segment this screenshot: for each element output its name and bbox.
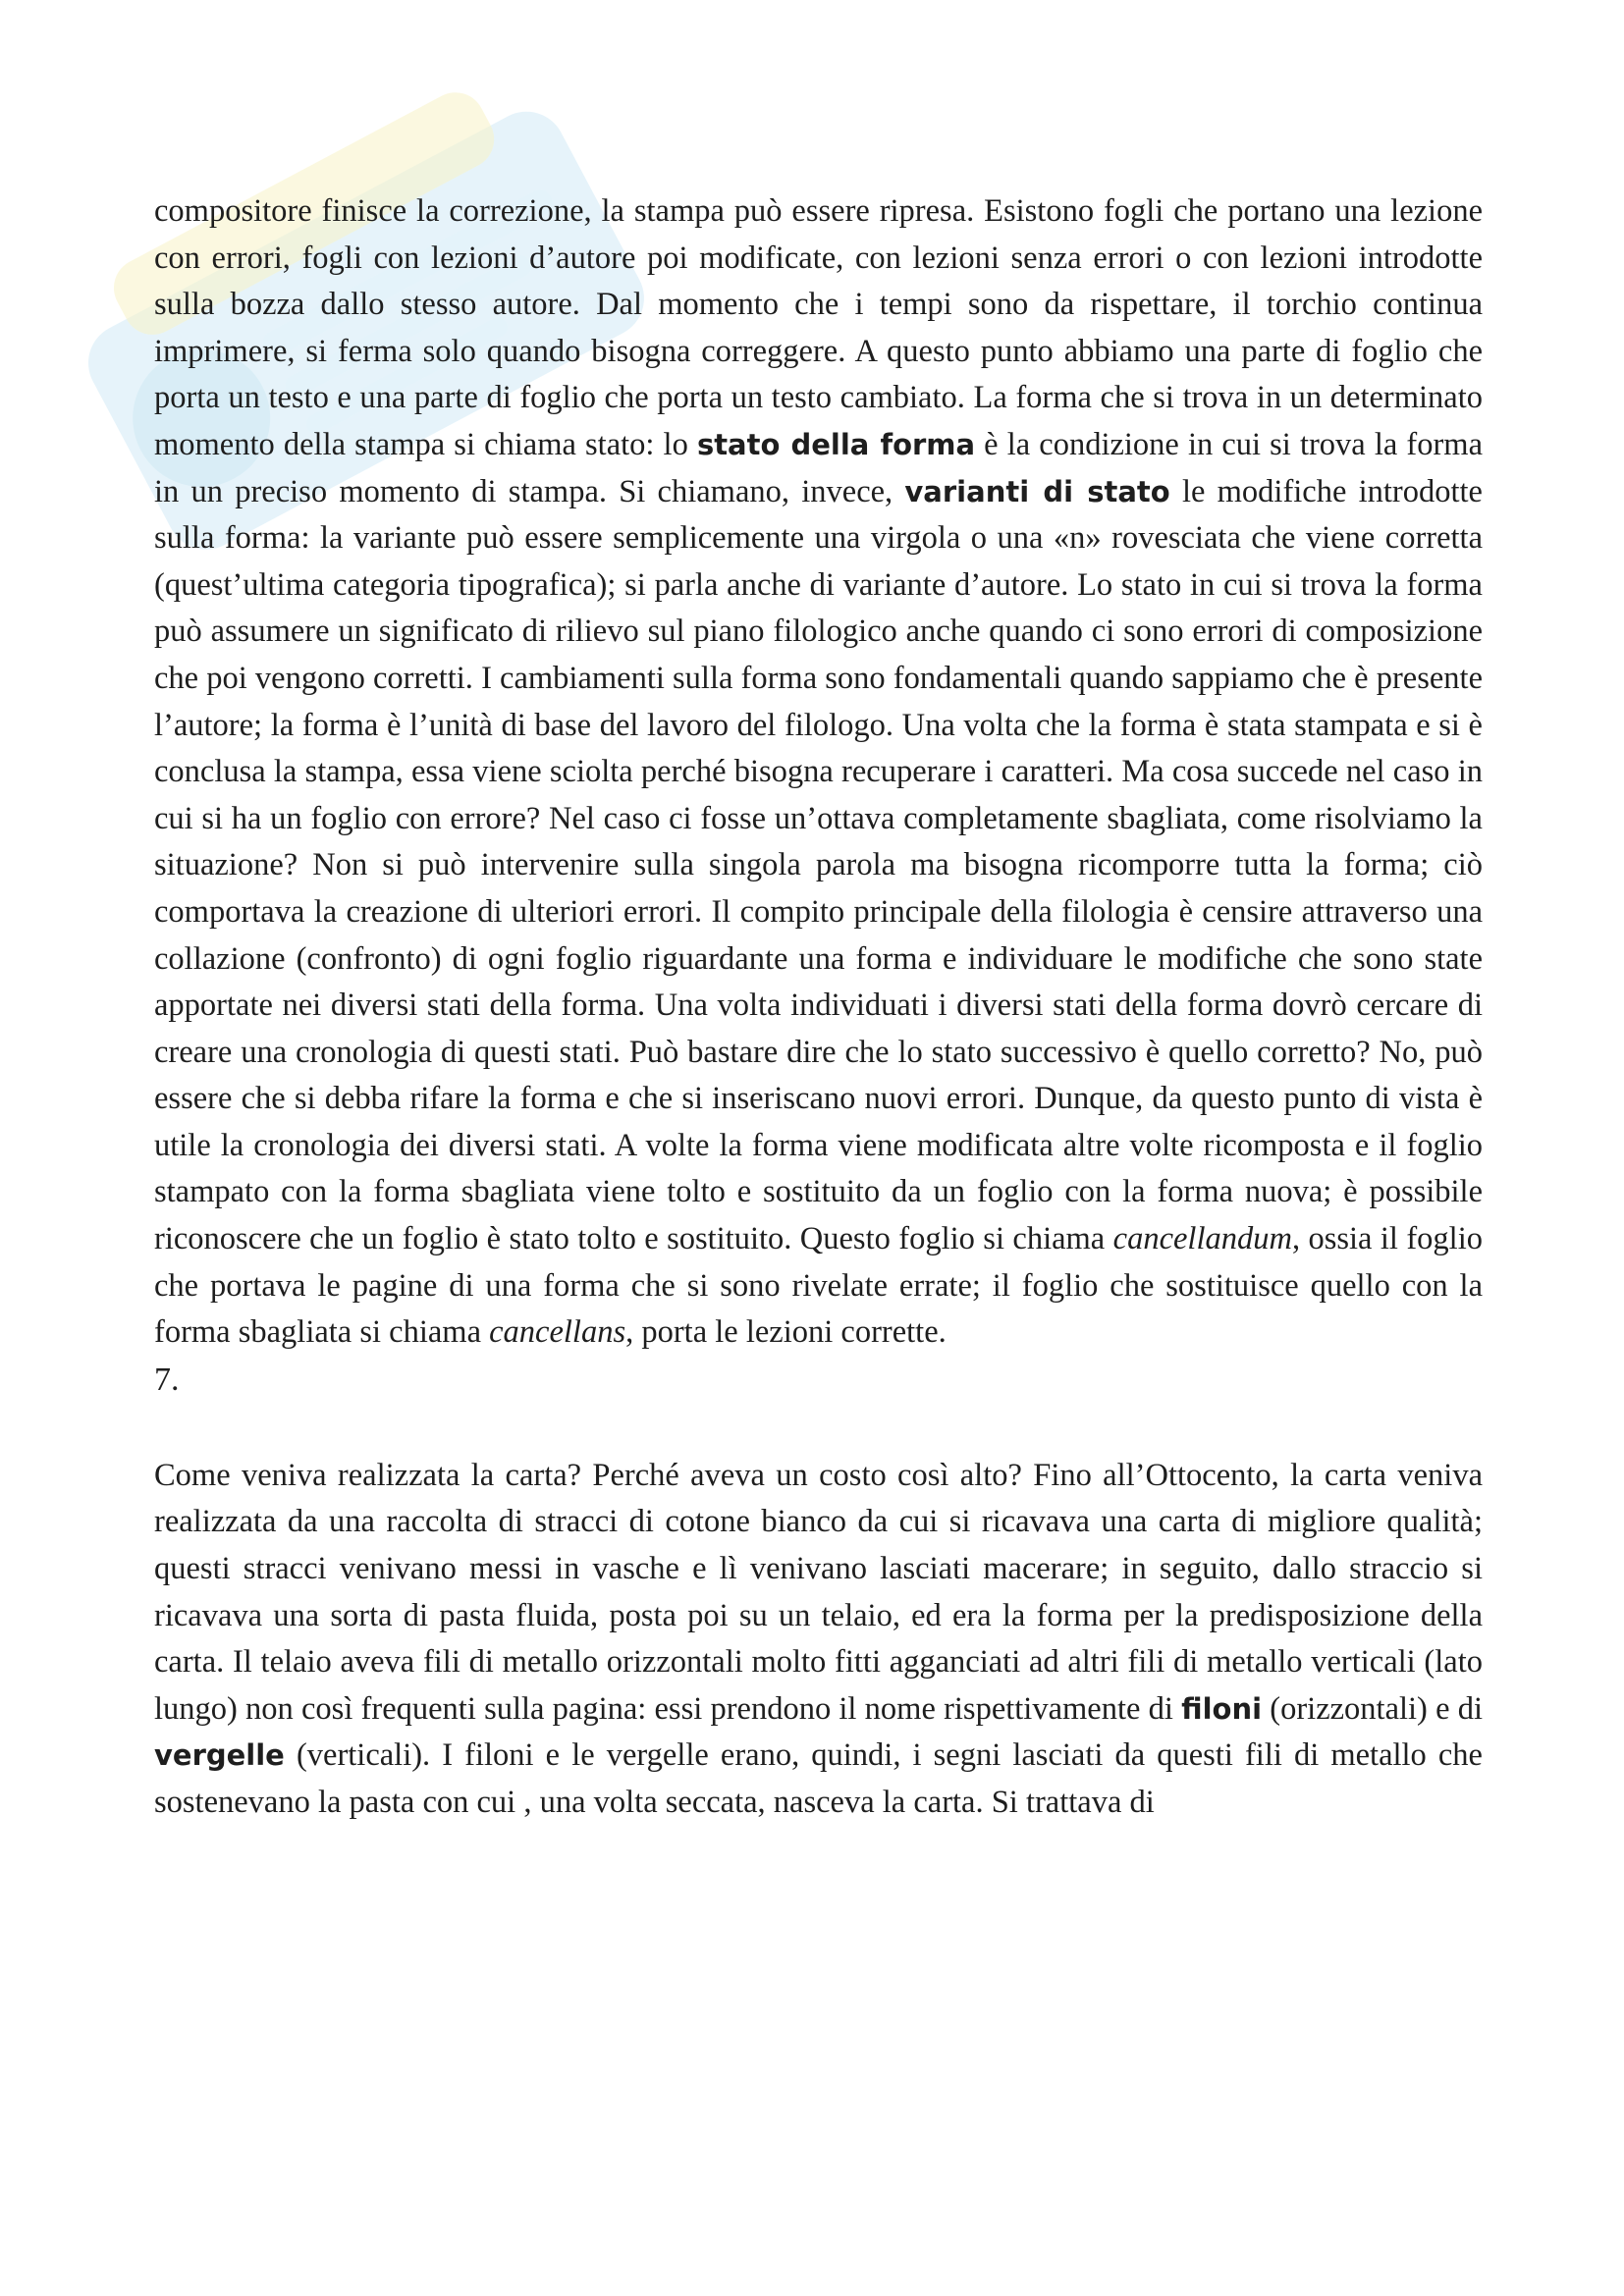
- italic-term: cancellans: [489, 1314, 626, 1351]
- bold-term: filoni: [1181, 1691, 1263, 1726]
- section-heading: 7.: [154, 1361, 180, 1398]
- paragraph-stato-della-forma: compositore finisce la correzione, la stampa può essere ripresa. Esistono fogli che portano una lezione con errori, fogli con lezioni d’autore poi modificate, con lezioni senza errori o con lezioni introdotte sulla bozza dallo stesso autore. Dal momento che i tempi sono da rispettare, il torchio continua imprimere, si ferma solo quando bisogna correggere. A questo punto abbiamo una parte di foglio che porta un testo e una parte di foglio che porta un testo cambiato. La forma che si trova in un determinato momento della stampa si chiama stato: lo stato della forma è la condizione in cui si trova la forma in un preciso momento di stampa. Si chiamano, invece, varianti di stato le modifiche introdotte sulla forma: la variante può essere semplicemente una virgola o una «n» rovesciata che viene corretta (quest’ultima categoria tipografica); si parla anche di variante d’autore. Lo stato in cui si trova la forma può assumere un significato di rilievo sul piano filologico anche quando ci sono errori di composizione che poi vengono corretti. I cambiamenti sulla forma sono fondamentali quando sappiamo che è presente l’autore; la forma è l’unità di base del lavoro del filologo. Una volta che la forma è stata stampata e si è conclusa la stampa, essa viene sciolta perché bisogna recuperare i caratteri. Ma cosa succede nel caso in cui si ha un foglio con errore? Nel caso ci fosse un’ottava completamente sbagliata, come risolviamo la situazione? Non si può intervenire sulla singola parola ma bisogna ricomporre tutta la forma; ciò comportava la creazione di ulteriori errori. Il compito principale della filologia è censire attraverso una collazione (confronto) di ogni foglio riguardante una forma e individuare le modifiche che sono state apportate nei diversi stati della forma. Una volta individuati i diversi stati della forma dovrò cercare di creare una cronologia di questi stati. Può bastare dire che lo stato successivo è quello corretto? No, può essere che si debba rifare la forma e che si inseriscano nuovi errori. Dunque, da questo punto di vista è utile la cronologia dei diversi stati. A volte la forma viene modificata altre volte ricomposta e il foglio stampato con la forma sbagliata viene tolto e sostituito da un foglio con la forma nuova; è possibile riconoscere che un foglio è stato tolto e sostituito. Questo foglio si chiama cancellandum, ossia il foglio che portava le pagine di una forma che si sono rivelate errate; il foglio che sostituisce quello con la forma sbagliata si chiama cancellans, porta le lezioni corrette.: [154, 193, 1483, 1351]
- bold-term: varianti di stato: [904, 474, 1170, 508]
- bold-term: stato della forma: [696, 427, 976, 461]
- paragraph-carta: Come veniva realizzata la carta? Perché aveva un costo così alto? Fino all’Ottocento, la carta veniva realizzata da una raccolta di stracci di cotone bianco da cui si ricavava una carta di migliore qualità; questi stracci venivano messi in vasche e lì venivano lasciati macerare; in seguito, dallo straccio si ricavava una sorta di pasta fluida, posta poi su un telaio, ed era la forma per la predisposizione della carta. Il telaio aveva fili di metallo orizzontali molto fitti agganciati ad altri fili di metallo verticali (lato lungo) non così frequenti sulla pagina: essi prendono il nome rispettivamente di filoni (orizzontali) e di vergelle (verticali). I filoni e le vergelle erano, quindi, i segni lasciati da questi fili di metallo che sostenevano la pasta con cui , una volta seccata, nasceva la carta. Si trattava di: [154, 1457, 1483, 1820]
- document-page: [154, 188, 1483, 1827]
- italic-term: cancellandum: [1112, 1221, 1292, 1257]
- bold-term: vergelle: [154, 1738, 285, 1773]
